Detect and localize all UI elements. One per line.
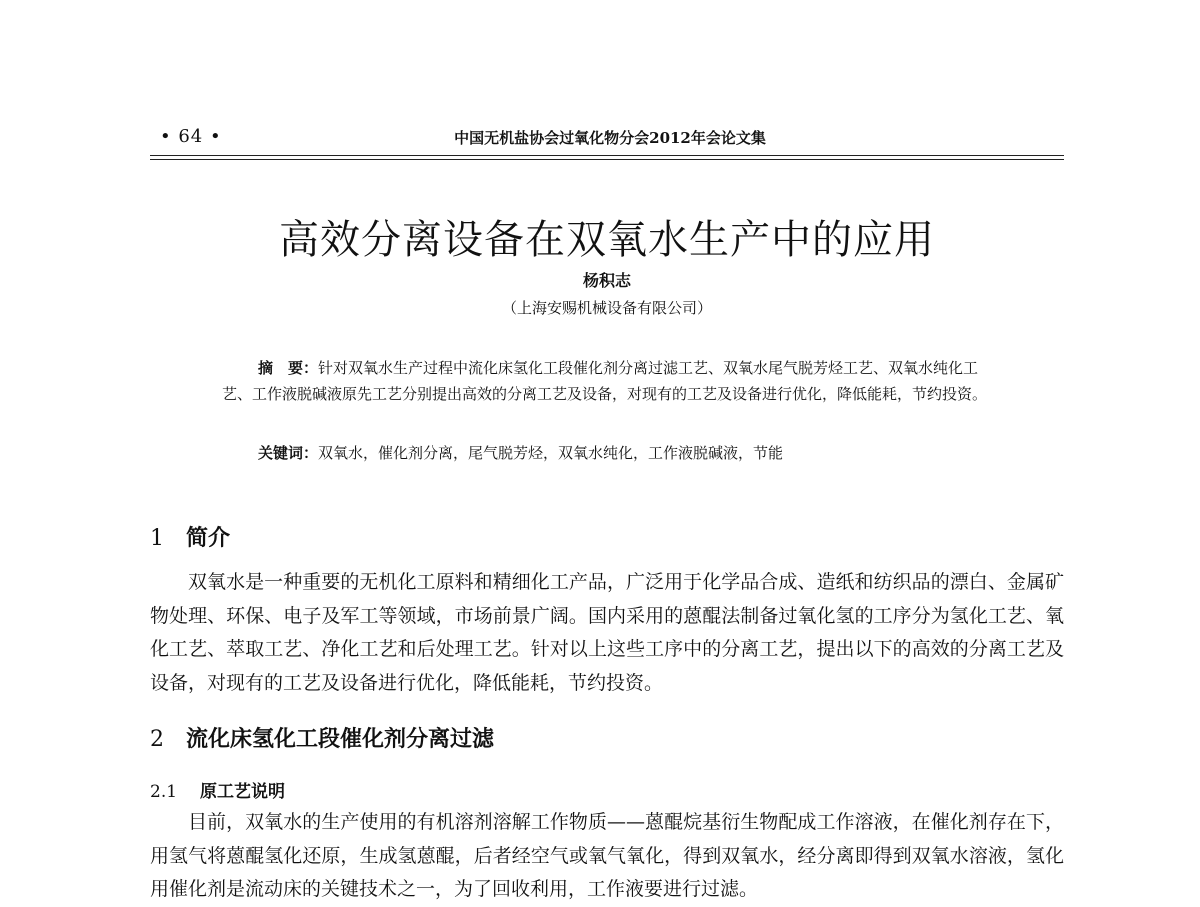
subsection-heading-2-1 — [150, 777, 285, 802]
keywords-label: 关键词： — [258, 444, 319, 462]
author-name: 杨积志 — [582, 271, 631, 290]
running-title: 中国无机盐协会过氧化物分会2012年会论文集 — [454, 129, 766, 147]
section-heading-1 — [150, 521, 230, 552]
subsection-title: 原工艺说明 — [200, 782, 285, 802]
section-number: 1 — [150, 526, 164, 551]
keywords — [258, 440, 1002, 466]
subsection-number: 2.1 — [150, 782, 178, 802]
author-affiliation: （上海安赐机械设备有限公司） — [501, 299, 712, 317]
page-number: • 64 • — [160, 126, 222, 147]
section-1-paragraph: 双氧水是一种重要的无机化工原料和精细化工产品，广泛用于化学品合成、造纸和纺织品的漂白、金属矿物处理、环保、电子及军工等领域，市场前景广阔。国内采用的蒽醌法制备过氧化氢的工序分为氢化工艺、氧化工艺、萃取工艺、净化工艺和后处理工艺。针对以上这些工序中的分离工艺，提出以下的高效的分离工艺及设备，对现有的工艺及设备进行优化，降低能耗，节约投资。 — [150, 571, 1064, 694]
keywords-text: 双氧水，催化剂分离，尾气脱芳烃，双氧水纯化，工作液脱碱液，节能 — [318, 444, 784, 462]
section-title: 流化床氢化工段催化剂分离过滤 — [186, 726, 495, 752]
header-rule-bottom — [150, 159, 1064, 160]
abstract-label: 摘 要： — [258, 359, 319, 377]
abstract — [222, 355, 1002, 407]
article-title: 高效分离设备在双氧水生产中的应用 — [279, 217, 935, 263]
section-title: 简介 — [186, 525, 231, 551]
abstract-text: 针对双氧水生产过程中流化床氢化工段催化剂分离过滤工艺、双氧水尾气脱芳烃工艺、双氧水纯化工艺、工作液脱碱液原先工艺分别提出高效的分离工艺及设备，对现有的工艺及设备进行优化，降低能耗，节约投资。 — [222, 359, 988, 403]
section-number: 2 — [150, 727, 164, 752]
section-heading-2 — [150, 722, 494, 753]
section-2-1-paragraph: 目前，双氧水的生产使用的有机溶剂溶解工作物质——蒽醌烷基衍生物配成工作溶液，在催化剂存在下，用氢气将蒽醌氢化还原，生成氢蒽醌，后者经空气或氧气氧化，得到双氧水，经分离即得到双氧水溶液，氢化用催化剂是流动床的关键技术之一，为了回收利用，工作液要进行过滤。 — [150, 811, 1064, 900]
header-rule-top — [150, 155, 1064, 156]
